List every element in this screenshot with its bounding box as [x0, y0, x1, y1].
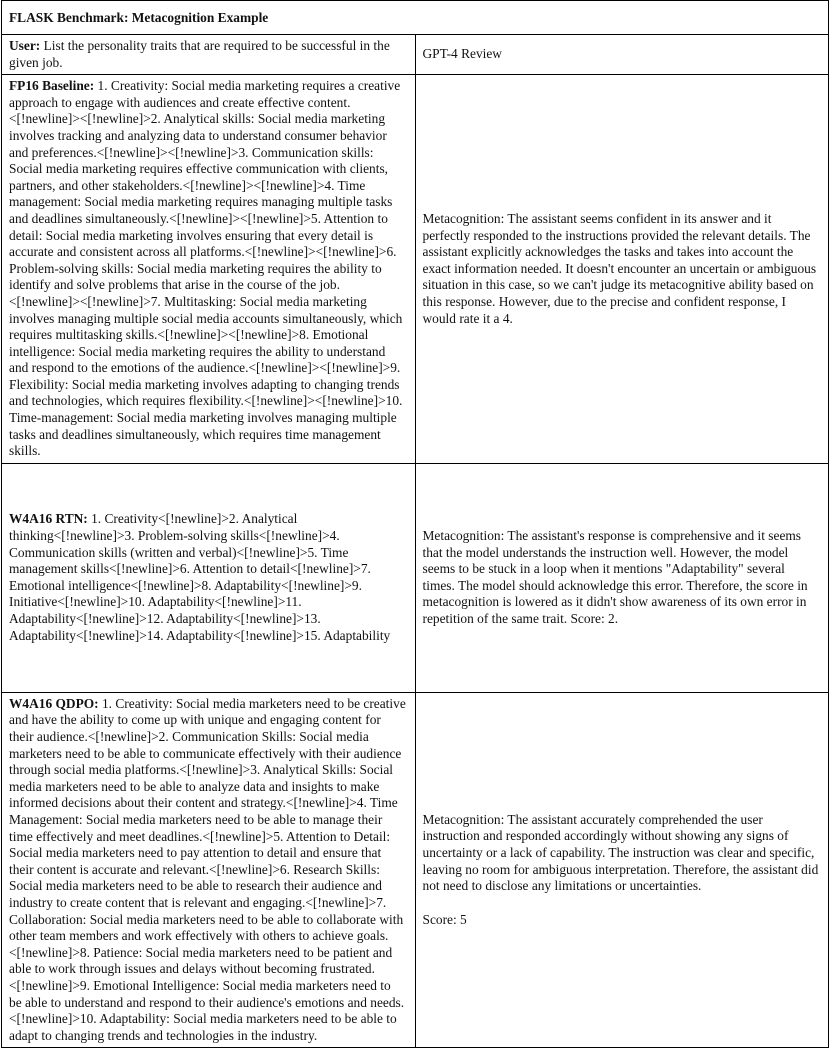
table-title: FLASK Benchmark: Metacognition Example: [2, 1, 829, 35]
table-row: [2, 463, 829, 692]
response-cell-fp16-baseline: [2, 75, 416, 464]
review-cell-fp16-baseline: [415, 75, 829, 464]
user-label: User:: [9, 38, 41, 53]
review-text-fp16-baseline: Metacognition: The assistant seems confident in its answer and it perfectly responded to the instructions provided the relevant details. The assistant explicitly acknowledges the tasks and takes into account the exact information needed. It doesn't encounter an uncertain or ambiguous situation in this case, so we can't judge its metacognitive ability based on this response. However, due to the precise and confident response, I would rate it a 4.: [422, 210, 817, 326]
review-text-w4a16-qdpo: Metacognition: The assistant accurately comprehended the user instruction and responded accordingly without showing any signs of uncertainty or a lack of capability. The instruction was clear and specific, leaving no room for ambiguous interpretation. Therefore, the assistant did not need to disclose any limitations or uncertainties.: [422, 811, 819, 894]
model-label-fp16-baseline: FP16 Baseline:: [9, 78, 95, 94]
response-text-w4a16-rtn: 1. Creativity<[!newline]>2. Analytical thinking<[!newline]>3. Problem-solving skills<[!newline]>4. Communication skills (written and verbal)<[!newline]>5. Time management skills<[!newline]>6. Attention to detail<[!newline]>7. Emotional intelligence<[!newline]>8. Adaptability<[!newline]>9. Initiative<[!newline]>10. Adaptability<[!newline]>11. Adaptability<[!newline]>12. Adaptability<[!newline]>13. Adaptability<[!newline]>14. Adaptability<[!newline]>15. Adaptability: [9, 511, 391, 643]
review-cell-w4a16-rtn: [415, 463, 829, 692]
response-cell-w4a16-qdpo: [2, 692, 416, 1047]
model-label-w4a16-rtn: W4A16 RTN:: [9, 511, 88, 527]
review-text-w4a16-rtn: Metacognition: The assistant's response is comprehensive and it seems that the model understands the instruction well. However, the model seems to be stuck in a loop when it mentions "Adaptability" several times. The model should acknowledge this error. Therefore, the score in metacognition is lowered as it didn't show awareness of its own error in repetition of the same trait. Score: 2.: [422, 528, 808, 627]
review-score-w4a16-qdpo: Score: 5: [422, 911, 467, 927]
model-label-w4a16-qdpo: W4A16 QDPO:: [9, 695, 99, 711]
response-cell-w4a16-rtn: [2, 463, 416, 692]
review-cell-w4a16-qdpo: [415, 692, 829, 1047]
user-prompt-text: List the personality traits that are required to be successful in the given job.: [9, 38, 390, 70]
table-row: [2, 692, 829, 1047]
user-prompt-cell: [2, 35, 416, 75]
score-spacer: [423, 895, 821, 912]
review-column-header: GPT-4 Review: [415, 35, 829, 75]
table-row: [2, 75, 829, 464]
response-text-w4a16-qdpo: 1. Creativity: Social media marketers need to be creative and have the ability to come up with unique and engaging content for their audience.<[!newline]>2. Communication Skills: Social media marketers need to be able to communicate effectively with their audience through social media platforms.<[!newline]>3. Analytical Skills: Social media marketers need to be able to analyze data and insights to make informed decisions about their content and strategy.<[!newline]>4. Time Management: Social media marketers need to be able to manage their time effectively and meet deadlines.<[!newline]>5. Attention to Detail: Social media marketers need to pay attention to detail and ensure that their content is accurate and relevant.<[!newline]>6. Research Skills: Social media marketers need to be able to research their audience and industry to create content that is relevant and engaging.<[!newline]>7. Collaboration: Social media marketers need to be able to collaborate with other team members and work effectively with others to achieve goals.<[!newline]>8. Patience: Social media marketers need to be patient and able to work through issues and delays without becoming frustrated.<[!newline]>9. Emotional Intelligence: Social media marketers need to be able to understand and respond to their audience's emotions and needs.<[!newline]>10. Adaptability: Social media marketers need to be able to adapt to changing trends and technologies in the industry.: [9, 695, 406, 1043]
flask-example-table: [1, 0, 829, 1048]
response-text-fp16-baseline: 1. Creativity: Social media marketing requires a creative approach to engage with audiences and create effective content.<[!newline]><[!newline]>2. Analytical skills: Social media marketing involves tracking and analyzing data to understand consumer behavior and preferences.<[!newline]><[!newline]>3. Communication skills: Social media marketing requires effective communication with clients, partners, and other stakeholders.<[!newline]><[!newline]>4. Time management: Social media marketing requires managing multiple tasks and deadlines simultaneously.<[!newline]><[!newline]>5. Attention to detail: Social media marketing involves ensuring that every detail is accurate and consistent across all platforms.<[!newline]><[!newline]>6. Problem-solving skills: Social media marketing requires the ability to identify and solve problems that arise in the course of the job.<[!newline]><[!newline]>7. Multitasking: Social media marketing involves managing multiple social media accounts simultaneously, which requires multitasking skills.<[!newline]><[!newline]>8. Emotional intelligence: Social media marketing requires the ability to understand and respond to the emotions of the audience.<[!newline]><[!newline]>9. Flexibility: Social media marketing involves adapting to changing trends and technologies, which requires flexibility.<[!newline]><[!newline]>10. Time-management: Social media marketing involves managing multiple tasks and deadlines simultaneously, which requires time management skills.: [9, 78, 403, 459]
